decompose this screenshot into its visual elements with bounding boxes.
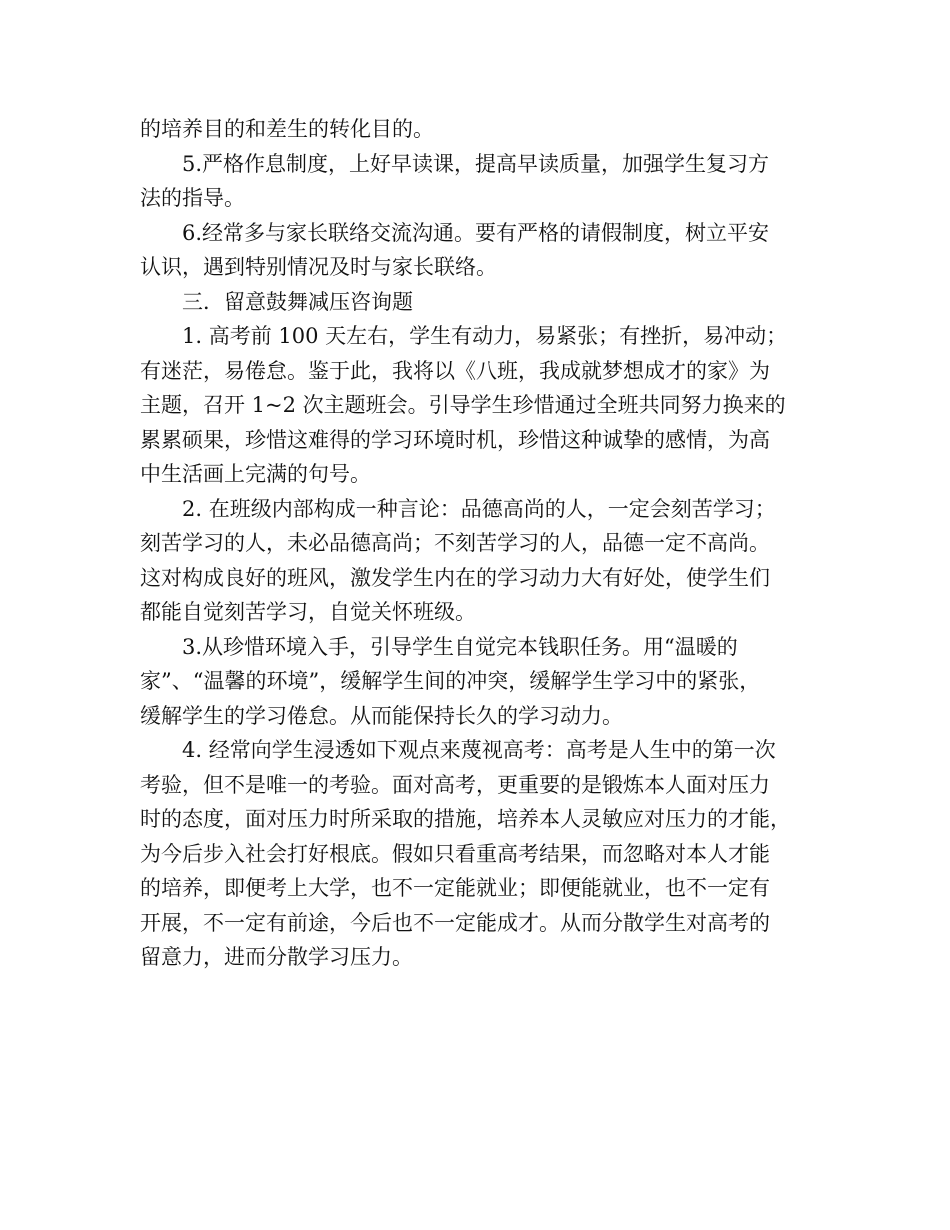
text-line: 为今后步入社会打好根底。假如只看重高考结果，而忽略对本人才能 <box>140 841 770 866</box>
text-line: 考验，但不是唯一的考验。面对高考，更重要的是锻炼本人面对压力 <box>140 772 770 797</box>
text-line: 中生活画上完满的句号。 <box>140 462 371 486</box>
text-line: 刻苦学习的人，未必品德高尚；不刻苦学习的人，品德一定不高尚。 <box>140 531 770 555</box>
text-line: 都能自觉刻苦学习，自觉关怀班级。 <box>140 600 476 624</box>
text-line: 累累硕果，珍惜这难得的学习环境时机，珍惜这种诚挚的感情，为高 <box>140 427 770 452</box>
text-line: 3.从珍惜环境入手，引导学生自觉完本钱职任务。用“温暖的 <box>182 634 738 659</box>
text-line: 家”、“温馨的环境”，缓解学生间的冲突，缓解学生学习中的紧张， <box>140 669 761 693</box>
text-line: 2. 在班级内部构成一种言论：品德高尚的人，一定会刻苦学习； <box>182 496 776 521</box>
text-line: 缓解学生的学习倦怠。从而能保持长久的学习动力。 <box>140 703 623 728</box>
text-line: 主题，召开 1~2 次主题班会。引导学生珍惜通过全班共同努力换来的 <box>140 393 786 417</box>
text-line: 5.严格作息制度，上好早读课，提高早读质量，加强学生复习方 <box>182 151 770 176</box>
text-line: 4. 经常向学生浸透如下观点来蔑视高考：高考是人生中的第一次 <box>182 738 776 762</box>
text-line: 的培养目的和差生的转化目的。 <box>140 117 434 141</box>
text-line: 开展，不一定有前途，今后也不一定能成才。从而分散学生对高考的 <box>140 910 770 935</box>
section-heading: 三．留意鼓舞减压咨询题 <box>182 289 413 314</box>
text-line: 6.经常多与家长联络交流沟通。要有严格的请假制度，树立平安 <box>182 220 770 245</box>
text-line: 有迷茫，易倦怠。鉴于此，我将以《八班，我成就梦想成才的家》为 <box>140 358 770 383</box>
text-line: 1. 高考前 100 天左右，学生有动力，易紧张；有挫折，易冲动； <box>182 324 788 348</box>
text-line: 的培养，即便考上大学，也不一定能就业；即便能就业，也不一定有 <box>140 876 770 900</box>
text-line: 这对构成良好的班风，激发学生内在的学习动力大有好处，使学生们 <box>140 565 770 590</box>
text-line: 留意力，进而分散学习压力。 <box>140 945 413 969</box>
text-line: 时的态度，面对压力时所采取的措施，培养本人灵敏应对压力的才能， <box>140 807 791 831</box>
text-line: 法的指导。 <box>140 186 245 210</box>
text-line: 认识，遇到特别情况及时与家长联络。 <box>140 255 497 279</box>
document-body <box>140 112 812 975</box>
